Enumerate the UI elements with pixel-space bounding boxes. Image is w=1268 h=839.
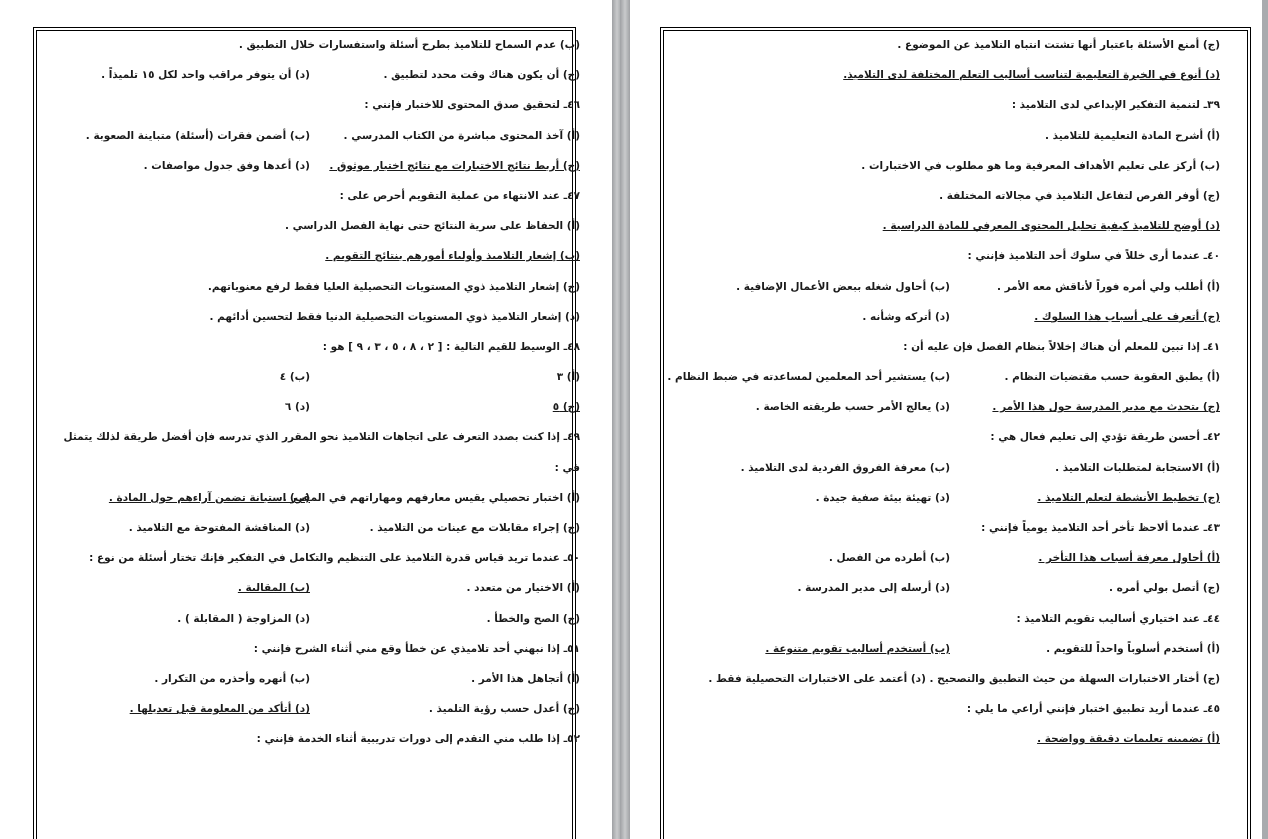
line-text: ٣٩ـ لتنمية التفكير الإبداعي لدى التلاميذ : [1011,99,1220,112]
line-text: (د) إشعار التلاميذ ذوي المستويات التحصيلية الدنيا فقط لتحسين أدائهم . [209,310,580,323]
line-option-b: (د) ٦ [284,401,310,414]
line-option-b: (د) المناقشة المفتوحة مع التلاميذ . [128,522,310,534]
document-line [672,121,1220,151]
document-line [672,422,1220,452]
line-text: ٤٤ـ عند اختياري أساليب تقويم التلاميذ : [1016,612,1220,625]
document-line [672,543,1220,573]
document-line [44,151,580,181]
document-line [672,60,1220,90]
document-line [672,724,1220,754]
document-line [44,664,580,694]
line-text: ٤٦ـ لتحقيق صدق المحتوى للاختبار فإنني : [364,99,580,112]
line-text: (ج) أعدل حسب رؤية التلميذ . [428,703,580,716]
line-text: (ب) عدم السماح للتلاميذ بطرح أسئلة واستفسارات خلال التطبيق . [238,39,580,51]
line-text: ٥٠ـ عندما تريد قياس قدرة التلاميذ على التنظيم والتكامل في التفكير فإنك تختار أسئلة من نوع : [89,552,580,565]
document-line [44,121,580,151]
line-text: ٤٩ـ إذا كنت بصدد التعرف على اتجاهات التلاميذ نحو المقرر الذي تدرسه فإن أفضل طريقة لذلك يتمثل [63,431,580,444]
line-text: (ج) أوفر الفرص لتفاعل التلاميذ في مجالاته المختلفة . [939,189,1220,202]
document-line [44,60,580,90]
line-text: (أ) الحفاظ على سرية النتائج حتى نهاية الفصل الدراسي . [284,220,580,233]
line-text: في : [554,461,580,474]
line-text: (أ) أستخدم أسلوباً واحداً للتقويم . [1046,642,1220,655]
document-line [44,332,580,362]
document-line [44,604,580,634]
line-text: (أ) يطبق العقوبة حسب مقتضيات النظام . [1004,371,1220,384]
line-text: (أ) الاختيار من متعدد . [466,582,580,595]
line-text: ٤٣ـ عندما ألاحظ تأخر أحد التلاميذ يومياً فإنني : [981,522,1220,534]
line-option-b: (ب) أنهره وأحذره من التكرار . [154,672,310,685]
line-text: (ب) أركز على تعليم الأهداف المعرفية وما هو مطلوب في الاختبارات . [861,159,1220,172]
line-option-b: (ب) أستخدم أساليب تقويم متنوعة . [765,642,950,655]
line-text: (د) أنوع في الخبرة التعليمية لتناسب أساليب التعلم المختلفة لدى التلاميذ. [843,69,1220,82]
document-line [672,573,1220,603]
line-text: (ج) أمنع الأسئلة باعتبار أنها تشتت انتباه التلاميذ عن الموضوع . [897,39,1220,51]
document-line [44,724,580,754]
document-line [44,241,580,271]
line-text: ٥١ـ إذا نبهني أحد تلاميذي عن خطأ وقع مني أثناء الشرح فإنني : [253,642,580,655]
line-text: ٥٢ـ إذا طلب مني التقدم إلى دورات تدريبية أثناء الخدمة فإنني : [256,733,580,746]
line-text: (أ) أتجاهل هذا الأمر . [471,672,580,685]
document-line [44,543,580,573]
document-line [672,664,1220,694]
page-gap-right [620,0,630,839]
document-line [44,694,580,724]
line-text: (أ) اختبار تحصيلي يقيس معارفهم ومهاراتهم في المقرر . [282,491,580,504]
line-option-b: (د) أتركه وشأنه . [862,310,950,323]
line-text: (د) أوضح للتلاميذ كيفية تحليل المحتوى المعرفي للمادة الدراسية . [882,220,1220,233]
line-option-b: (د) تهيئة بيئة صفية جيدة . [815,491,950,504]
left-document-page [0,0,612,839]
line-text: ٤٥ـ عندما أريد تطبيق اختبار فإنني أراعي ما يلي : [966,703,1220,716]
line-option-b: (د) أتأكد من المعلومة قبل تعديلها . [129,703,310,716]
document-line [672,181,1220,211]
line-option-b: (د) أرسله إلى مدير المدرسة . [797,582,950,595]
left-page-content [44,30,580,755]
document-line [672,30,1220,60]
line-text: (ج) أختار الاختبارات السهلة من حيث التطبيق والتصحيح . (د) أعتمد على الاختبارات التحصيلية فقط . [708,672,1220,685]
document-line [44,634,580,664]
document-line [672,211,1220,241]
line-text: ٤٢ـ أحسن طريقة تؤدي إلى تعليم فعال هي : [990,431,1220,444]
document-line [672,241,1220,271]
right-page-content [667,30,1220,755]
line-option-b: (ب) أضمن فقرات (أسئلة) متباينة الصعوبة . [85,129,310,142]
document-line [672,634,1220,664]
line-option-b: (ب) ٤ [279,371,310,384]
document-line [672,604,1220,634]
line-text: (ج) إشعار التلاميذ ذوي المستويات التحصيلية العليا فقط لرفع معنوياتهم. [207,280,580,293]
document-line [672,694,1220,724]
document-line [44,181,580,211]
line-option-b: (ب) معرفة الفروق الفردية لدى التلاميذ . [740,461,950,474]
document-line [44,453,580,483]
line-text: ٤٠ـ عندما أرى خللاً في سلوك أحد التلاميذ فإنني : [967,250,1220,263]
line-text: (ج) إجراء مقابلات مع عينات من التلاميذ . [369,522,580,534]
line-option-b: (د) يعالج الأمر حسب طريقته الخاصة . [755,401,950,414]
document-line [44,573,580,603]
line-text: (ج) أتصل بولي أمره . [1109,582,1220,595]
line-text: (ج) تخطيط الأنشطة لتعلم التلاميذ . [1037,491,1220,504]
line-text: (ج) يتحدث مع مدير المدرسة حول هذا الأمر . [992,401,1220,414]
document-line [44,302,580,332]
line-text: (ج) أن يكون هناك وقت محدد لتطبيق . [383,69,580,82]
document-line [44,483,580,513]
line-text: (أ) أشرح المادة التعليمية للتلاميذ . [1045,129,1220,142]
line-text: (أ) ٣ [556,371,580,384]
line-text: (أ) آخذ المحتوى مباشرة من الكتاب المدرسي . [343,129,580,142]
document-line [672,90,1220,120]
line-option-b: (ب) استبانة تضمن آراءهم حول المادة . [108,491,310,504]
line-text: (أ) أحاول معرفة أسباب هذا التأخر . [1038,552,1220,565]
document-line [44,272,580,302]
document-line [672,483,1220,513]
document-line [672,302,1220,332]
line-option-b: (ب) المقالية . [237,582,310,595]
document-line [667,362,1220,392]
line-text: ٤٨ـ الوسيط للقيم التالية : [ ٢ ، ٨ ، ٥ ، ٣ ، ٩ ] هو : [322,340,580,353]
line-text: (ج) أتعرف على أسباب هذا السلوك . [1034,310,1220,323]
document-line [44,392,580,422]
document-line [672,453,1220,483]
line-text: (ج) الصح والخطأ . [486,612,580,625]
line-option-b: (ب) أطرده من الفصل . [828,552,950,565]
document-line [672,332,1220,362]
document-line [44,362,580,392]
document-line [672,392,1220,422]
line-text: (ج) أربط نتائج الاختبارات مع نتائج اختبار موثوق . [329,159,580,172]
right-document-page [630,0,1262,839]
line-option-b: (د) المزاوجة ( المقابلة ) . [177,612,310,625]
line-text: (أ) الاستجابة لمتطلبات التلاميذ . [1055,461,1220,474]
line-option-b: (د) أن يتوفر مراقب واحد لكل ١٥ تلميذاً . [101,69,310,82]
line-text: (أ) تضمينه تعليمات دقيقة وواضحة . [1037,733,1220,746]
line-option-b: (د) أعدها وفق جدول مواصفات . [143,159,310,172]
document-line [672,151,1220,181]
line-text: (ب) إشعار التلاميذ وأولياء أمورهم بنتائج التقويم . [325,250,580,263]
line-text: ٤٧ـ عند الانتهاء من عملية التقويم أحرص على : [339,189,580,202]
document-line [672,272,1220,302]
line-option-b: (ب) أحاول شغله ببعض الأعمال الإضافية . [736,280,950,293]
document-line [44,211,580,241]
document-line [44,90,580,120]
document-line [44,30,580,60]
line-text: ٤١ـ إذا تبين للمعلم أن هناك إخلالاً بنظام الفصل فإن عليه أن : [903,340,1220,353]
line-text: (ج) ٥ [552,401,580,414]
line-option-b: (ب) يستشير أحد المعلمين لمساعدته في ضبط النظام . [667,371,950,384]
document-line [44,422,580,452]
document-line [44,513,580,543]
line-text: (أ) أطلب ولي أمره فوراً لأناقش معه الأمر . [996,280,1220,293]
document-line [672,513,1220,543]
